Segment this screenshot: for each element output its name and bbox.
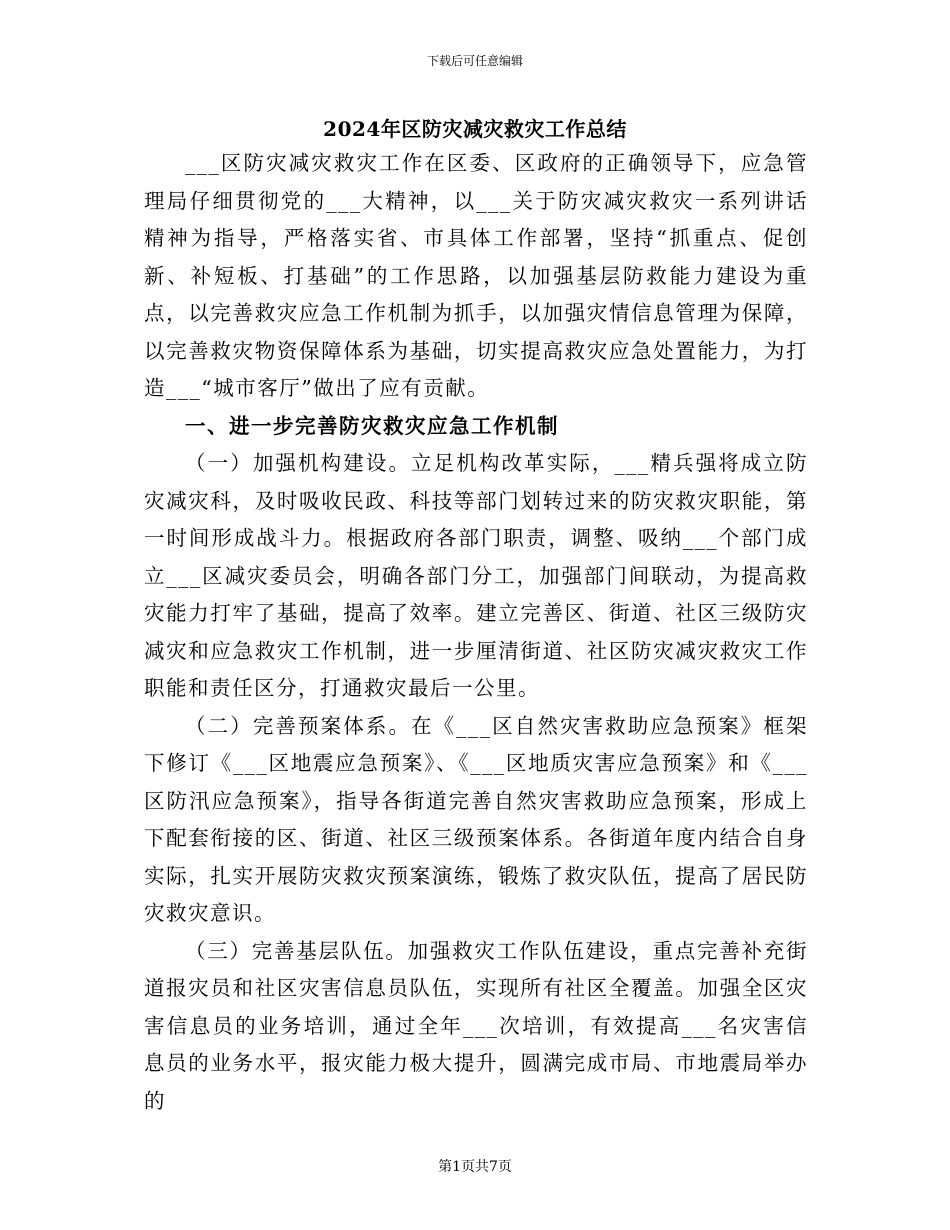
paragraph-grassroots-teams: （三）完善基层队伍。加强救灾工作队伍建设，重点完善补充街道报灾员和社区灾害信息员队伍，实现所有社区全覆盖。加强全区灾害信息员的业务培训，通过全年___次培训，有效提高___名灾害信息员的业务水平，报灾能力极大提升，圆满完成市局、市地震局举办的 bbox=[144, 938, 808, 1113]
intro-paragraph: ___区防灾减灾救灾工作在区委、区政府的正确领导下，应急管理局仔细贯彻党的___大精神，以___关于防灾减灾救灾一系列讲话精神为指导，严格落实省、市具体工作部署，坚持“抓重点、促创新、补短板、打基础”的工作思路，以加强基层防救能力建设为重点，以完善救灾应急工作机制为抓手，以加强灾情信息管理为保障，以完善救灾物资保障体系为基础，切实提高救灾应急处置能力，为打造___“城市客厅”做出了应有贡献。 bbox=[144, 151, 808, 400]
paragraph-contingency-plans: （二）完善预案体系。在《___区自然灾害救助应急预案》框架下修订《___区地震应急预案》、《___区地质灾害应急预案》和《___区防汛应急预案》，指导各街道完善自然灾害救助应急预案，形成上下配套衔接的区、街道、社区三级预案体系。各街道年度内结合自身实际，扎实开展防灾救灾预案演练，锻炼了救灾队伍，提高了居民防灾救灾意识。 bbox=[144, 713, 808, 925]
page-number: 第1页共7页 bbox=[438, 1159, 512, 1175]
document-body bbox=[144, 145, 808, 1120]
header-note: 下载后可任意编辑 bbox=[426, 54, 523, 68]
document-title: 2024年区防灾减灾救灾工作总结 bbox=[323, 117, 627, 141]
paragraph-institution-building: （一）加强机构建设。立足机构改革实际，___精兵强将成立防灾减灾科，及时吸收民政、科技等部门划转过来的防灾救灾职能，第一时间形成战斗力。根据政府各部门职责，调整、吸纳___个部门成立___区减灾委员会，明确各部门分工，加强部门间联动，为提高救灾能力打牢了基础，提高了效率。建立完善区、街道、社区三级防灾减灾和应急救灾工作机制，进一步厘清街道、社区防灾减灾救灾工作职能和责任区分，打通救灾最后一公里。 bbox=[144, 451, 808, 700]
section-heading-1: 一、进一步完善防灾救灾应急工作机制 bbox=[185, 413, 559, 438]
